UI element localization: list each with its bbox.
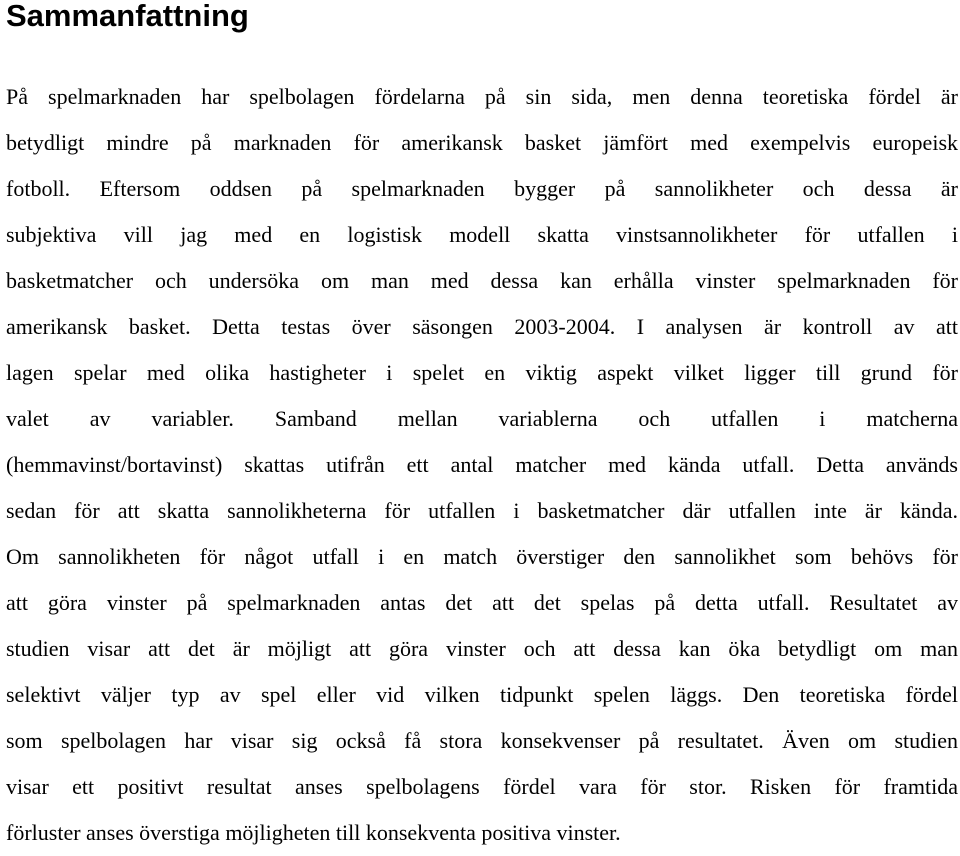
paragraph-line: Om sannolikheten för något utfall i en match överstiger den sannolikhet som behövs för bbox=[6, 544, 958, 569]
paragraph-line: som spelbolagen har visar sig också få stora konsekvenser på resultatet. Även om studien bbox=[6, 728, 958, 753]
paragraph-line: sedan för att skatta sannolikheterna för utfallen i basketmatcher där utfallen inte är kända. bbox=[6, 498, 958, 523]
paragraph-line: (hemmavinst/bortavinst) skattas utifrån ett antal matcher med kända utfall. Detta används bbox=[6, 452, 958, 477]
paragraph-line: amerikansk basket. Detta testas över säsongen 2003-2004. I analysen är kontroll av att bbox=[6, 314, 958, 339]
paragraph-line: På spelmarknaden har spelbolagen fördelarna på sin sida, men denna teoretiska fördel är bbox=[6, 84, 958, 109]
paragraph-line: basketmatcher och undersöka om man med dessa kan erhålla vinster spelmarknaden för bbox=[6, 268, 958, 293]
paragraph-line: visar ett positivt resultat anses spelbolagens fördel vara för stor. Risken för framtida bbox=[6, 774, 958, 799]
section-heading: Sammanfattning bbox=[6, 0, 249, 33]
paragraph-line: lagen spelar med olika hastigheter i spelet en viktig aspekt vilket ligger till grund för bbox=[6, 360, 958, 385]
paragraph-line: att göra vinster på spelmarknaden antas det att det spelas på detta utfall. Resultatet av bbox=[6, 590, 958, 615]
paragraph-line: selektivt väljer typ av spel eller vid vilken tidpunkt spelen läggs. Den teoretiska fördel bbox=[6, 682, 958, 707]
paragraph-line: valet av variabler. Samband mellan variablerna och utfallen i matcherna bbox=[6, 406, 958, 431]
paragraph-line: betydligt mindre på marknaden för amerikansk basket jämfört med exempelvis europeisk bbox=[6, 130, 958, 155]
paragraph-line: förluster anses överstiga möjligheten till konsekventa positiva vinster. bbox=[6, 820, 621, 845]
paragraph-line: studien visar att det är möjligt att göra vinster och att dessa kan öka betydligt om man bbox=[6, 636, 958, 661]
summary-paragraph bbox=[6, 74, 958, 856]
paragraph-line: fotboll. Eftersom oddsen på spelmarknaden bygger på sannolikheter och dessa är bbox=[6, 176, 958, 201]
paragraph-line: subjektiva vill jag med en logistisk modell skatta vinstsannolikheter för utfallen i bbox=[6, 222, 958, 247]
